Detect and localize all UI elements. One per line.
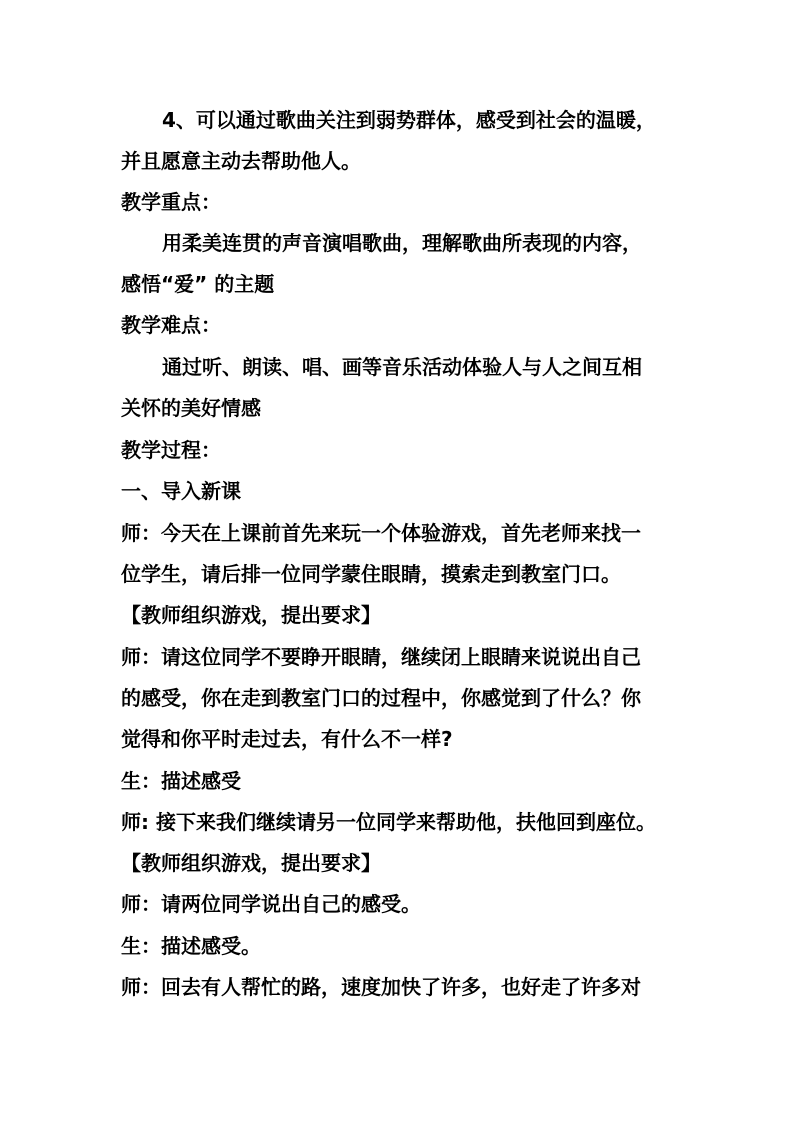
- paragraph-line: 觉得和你平时走过去，有什么不一样?: [121, 727, 453, 751]
- paragraph-line: 师：请两位同学说出自己的感受。: [121, 892, 421, 916]
- paragraph-line: 位学生，请后排一位同学蒙住眼睛，摸索走到教室门口。: [121, 562, 621, 586]
- heading-key-points: 教学重点：: [121, 190, 221, 214]
- paragraph-line: 生：描述感受。: [121, 934, 261, 958]
- paragraph-line: 师：请这位同学不要睁开眼睛，继续闭上眼睛来说说出自己: [121, 645, 641, 669]
- objective-4-line-2: 并且愿意主动去帮助他人。: [121, 149, 361, 173]
- heading-teaching-process: 教学过程：: [121, 438, 221, 462]
- activity-note: 【教师组织游戏，提出要求】: [121, 603, 381, 627]
- paragraph-line: 的感受，你在走到教室门口的过程中，你感觉到了什么？你: [121, 686, 641, 710]
- paragraph-line: 师: 接下来我们继续请另一位同学来帮助他，扶他回到座位。: [121, 810, 656, 834]
- difficult-points-line-1: 通过听、朗读、唱、画等音乐活动体验人与人之间互相: [162, 355, 642, 379]
- key-points-line-2: 感悟“爱” 的主题: [121, 272, 275, 296]
- objective-4-line-1: 4、可以通过歌曲关注到弱势群体，感受到社会的温暖，: [162, 108, 656, 132]
- paragraph-line: 师：今天在上课前首先来玩一个体验游戏，首先老师来找一: [121, 521, 641, 545]
- activity-note: 【教师组织游戏，提出要求】: [121, 851, 381, 875]
- key-points-line-1: 用柔美连贯的声音演唱歌曲，理解歌曲所表现的内容，: [162, 231, 642, 255]
- section-introduction: 一、导入新课: [121, 479, 241, 503]
- difficult-points-line-2: 关怀的美好情感: [121, 396, 261, 420]
- heading-difficult-points: 教学难点：: [121, 313, 221, 337]
- paragraph-line: 生：描述感受: [121, 769, 241, 793]
- paragraph-line: 师：回去有人帮忙的路，速度加快了许多，也好走了许多对: [121, 975, 641, 999]
